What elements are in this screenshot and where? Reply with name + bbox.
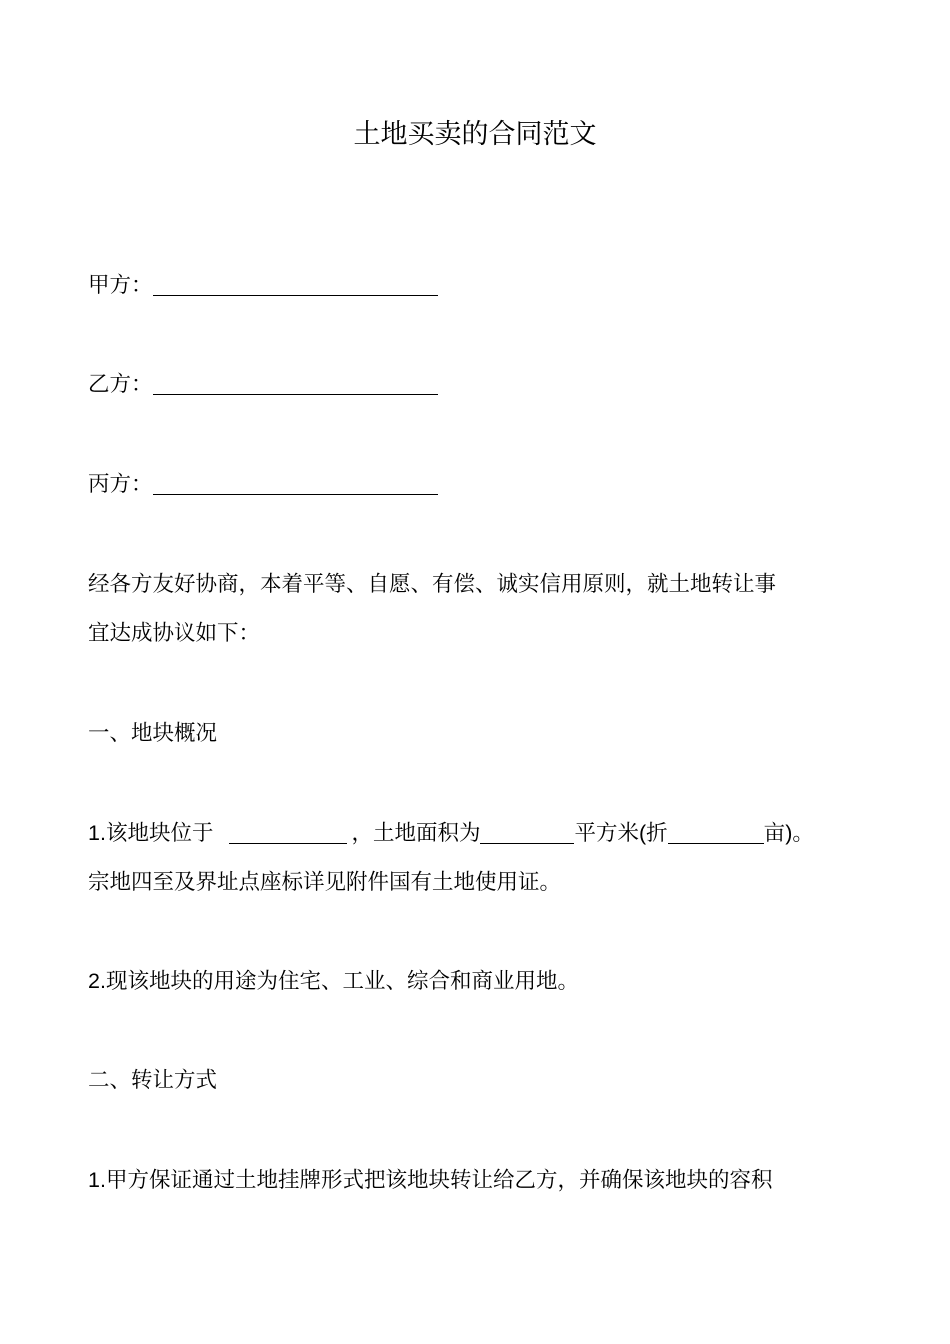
item-text: 折 [646,821,668,846]
party-a-line [88,261,868,311]
mu-blank [668,821,764,844]
paren-close: ) [785,821,793,845]
intro-line-1: 经各方友好协商，本着平等、自愿、有偿、诚实信用原则，就土地转让事 [88,572,777,597]
party-a-label: 甲方： [88,273,153,298]
party-b-blank [153,372,438,395]
item-text: 。 [792,821,814,846]
item-text: 亩 [763,821,786,846]
section-2-item-1 [88,1155,868,1206]
item-number: 2. [88,969,106,993]
item-text: 平方米 [574,821,639,846]
item-number: 1. [88,821,106,845]
party-c-line [88,460,868,510]
item-text: 甲方保证通过土地挂牌形式把该地块转让给乙方，并确保该地块的容积 [105,1168,773,1193]
item-text: ，土地面积为 [351,821,481,846]
party-c-blank [153,472,438,495]
section-1-item-1 [88,808,868,859]
section-1-heading: 一、地块概况 [88,721,218,746]
document-title: 土地买卖的合同范文 [353,119,597,150]
party-a-blank [153,273,438,296]
section-1-item-1-line-2: 宗地四至及界址点座标详见附件国有土地使用证。 [88,870,562,895]
intro-line-2: 宜达成协议如下： [88,621,261,646]
party-b-line [88,360,868,410]
party-b-label: 乙方： [88,372,153,397]
area-blank [480,821,574,844]
item-text: 该地块位于 [105,821,214,846]
item-number: 1. [88,1168,106,1192]
section-1-item-2 [88,956,868,1007]
paren-open: ( [638,821,647,845]
party-c-label: 丙方： [88,472,153,497]
location-blank [229,821,347,844]
section-2-heading: 二、转让方式 [88,1068,218,1093]
item-text: 现该地块的用途为住宅、工业、综合和商业用地。 [105,969,579,994]
